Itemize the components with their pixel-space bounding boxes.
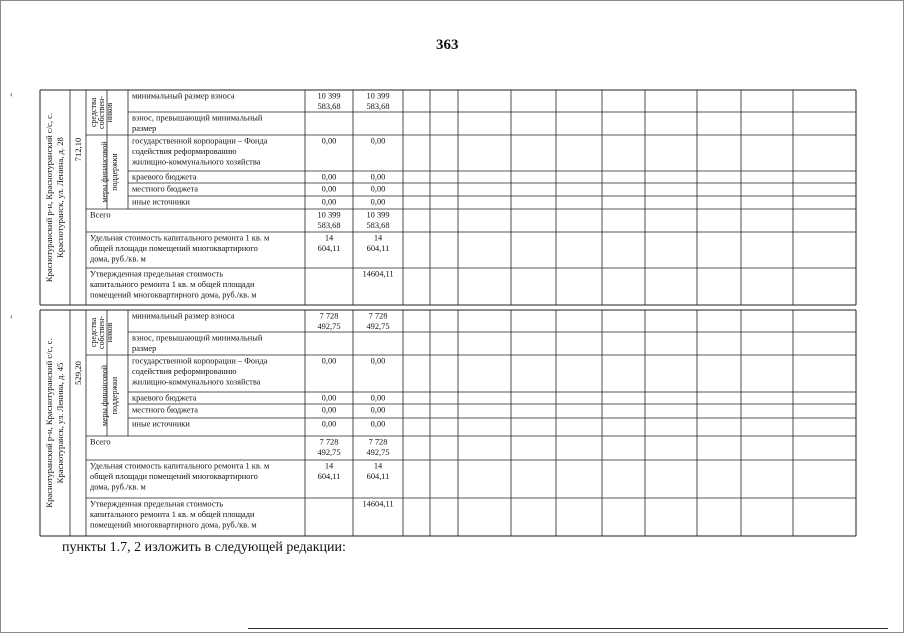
value-col-1: 0,00 (321, 172, 337, 182)
row-label: местного бюджета (132, 405, 199, 415)
value-col-1: 14 604,11 (317, 461, 341, 482)
value-col-1: 0,00 (321, 393, 337, 403)
row-label: Всего (90, 437, 111, 447)
value-col-1: 7 728 492,75 (317, 311, 341, 332)
support-label: меры финансовой (100, 141, 109, 203)
value-col-1: 0,00 (321, 136, 337, 146)
value-col-1: 0,00 (321, 356, 337, 366)
row-label: Утвержденная предельная стоимость капитального ремонта 1 кв. м общей площади помещений многоквартирного дома, руб./кв. м (90, 269, 257, 300)
value-col-2: 0,00 (370, 393, 386, 403)
row-label: местного бюджета (132, 184, 199, 194)
page-number: 363 (436, 37, 459, 53)
value-col-2: 0,00 (370, 356, 386, 366)
left-margin-mark: ‹ (10, 90, 13, 99)
value-col-1: 10 399 583,68 (317, 210, 341, 231)
value-col-2: 14 604,11 (366, 233, 390, 254)
row-label: Всего (90, 210, 111, 220)
support-label: поддержки (110, 153, 119, 191)
row-label: краевого бюджета (132, 172, 197, 182)
area-text: 529,20 (73, 361, 83, 385)
value-col-2: 14 604,11 (366, 461, 390, 482)
value-col-2: 0,00 (370, 136, 386, 146)
value-col-1: 0,00 (321, 184, 337, 194)
row-label: взнос, превышающий минимальный размер (132, 333, 263, 354)
own-funds-label: собствен- (97, 316, 106, 349)
value-col-2: 0,00 (370, 405, 386, 415)
left-margin-mark: ‹ (10, 312, 13, 321)
value-col-2: 0,00 (370, 197, 386, 207)
value-col-1: 0,00 (321, 197, 337, 207)
row-label: государственной корпорации – Фонда содействия реформированию жилищно-коммунального хозяйства (132, 136, 268, 167)
value-col-1: 0,00 (321, 405, 337, 415)
row-label: минимальный размер взноса (132, 311, 235, 321)
row-label: Удельная стоимость капитального ремонта 1 кв. м общей площади помещений многоквартирного дома, руб./кв. м (90, 461, 270, 492)
address-text: Краснотуранск, ул. Ленина, д. 45 (55, 362, 65, 484)
value-col-2: 0,00 (370, 419, 386, 429)
own-funds-label: ников (105, 322, 114, 343)
row-label: Удельная стоимость капитального ремонта 1 кв. м общей площади помещений многоквартирного дома, руб./кв. м (90, 233, 270, 264)
own-funds-label: средства (89, 97, 98, 128)
address-text: Краснотуранск, ул. Ленина, д. 28 (55, 137, 65, 258)
area-text: 712,10 (73, 137, 83, 162)
value-col-1: 7 728 492,75 (317, 437, 341, 458)
value-col-2: 14604,11 (362, 269, 394, 279)
row-label: государственной корпорации – Фонда содействия реформированию жилищно-коммунального хозяйства (132, 356, 268, 387)
value-col-2: 10 399 583,68 (366, 91, 390, 112)
value-col-1: 10 399 583,68 (317, 91, 341, 112)
address-text: Краснотуранский р-н, Краснотуранский с/с, с. (44, 338, 54, 508)
row-label: взнос, превышающий минимальный размер (132, 113, 263, 134)
own-funds-label: собствен- (97, 96, 106, 129)
value-col-2: 10 399 583,68 (366, 210, 390, 231)
row-label: Утвержденная предельная стоимость капитального ремонта 1 кв. м общей площади помещений многоквартирного дома, руб./кв. м (90, 499, 257, 530)
value-col-2: 7 728 492,75 (366, 437, 390, 458)
value-col-2: 0,00 (370, 184, 386, 194)
support-label: поддержки (110, 376, 119, 415)
footer-text: пункты 1.7, 2 изложить в следующей редакции: (62, 540, 346, 555)
row-label: иные источники (132, 419, 190, 429)
support-label: меры финансовой (100, 364, 109, 427)
own-funds-label: средства (89, 317, 98, 348)
bottom-rule (248, 628, 888, 629)
value-col-1: 0,00 (321, 419, 337, 429)
row-label: минимальный размер взноса (132, 91, 235, 101)
row-label: иные источники (132, 197, 190, 207)
row-label: краевого бюджета (132, 393, 197, 403)
value-col-1: 14 604,11 (317, 233, 341, 254)
address-text: Краснотуранский р-н, Краснотуранский с/с, с. (44, 112, 54, 283)
value-col-2: 7 728 492,75 (366, 311, 390, 332)
value-col-2: 14604,11 (362, 499, 394, 509)
value-col-2: 0,00 (370, 172, 386, 182)
own-funds-label: ников (105, 102, 114, 123)
